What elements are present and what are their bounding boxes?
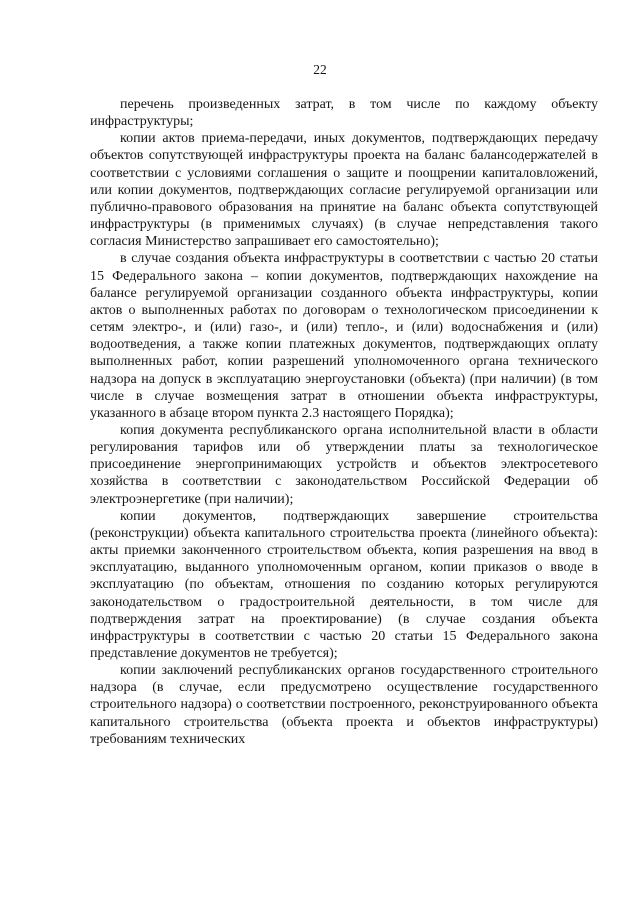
paragraph-construction-completion: копии документов, подтверждающих завершение строительства (реконструкции) объекта капитального строительства проекта (линейного объекта): акты приемки законченного строительством объекта, копия разрешения на ввод в эксплуатацию, выданного уполномоченным органом, копии приказов о вводе в эксплуатацию (по объектам, отношения по созданию которых регулируются законодательством о градостроительной деятельности, в том числе для подтверждения затрат на проектирование) (в случае создания объекта инфраструктуры в соответствии с частью 20 статьи 15 Федерального закона представление документов не требуется); <box>90 508 598 661</box>
paragraph-infrastructure-creation: в случае создания объекта инфраструктуры в соответствии с частью 20 статьи 15 Федерального закона – копии документов, подтверждающих нахождение на балансе регулируемой организации созданного объекта инфраструктуры, копии актов о выполненных работах по договорам о технологическом присоединении к сетям электро-, и (или) газо-, и (или) тепло-, и (или) водоснабжения и (или) водоотведения, а также копии платежных документов, подтверждающих оплату выполненных работ, копии разрешений уполномоченного органа технического надзора на допуск в эксплуатацию энергоустановки (объекта) (при наличии) (в том числе в случае возмещения затрат в отношении объекта инфраструктуры, указанного в абзаце втором пункта 2.3 настоящего Порядка); <box>90 251 598 421</box>
page-number: 22 <box>313 62 327 77</box>
paragraph-supervision-conclusions: копии заключений республиканских органов государственного строительного надзора (в случае, если предусмотрено осуществление государственного строительного надзора) о соответствии построенного, реконструированного объекта капитального строительства (объекта проекта и объектов инфраструктуры) требованиям технических <box>90 663 598 747</box>
paragraph-costs-list: перечень произведенных затрат, в том числе по каждому объекту инфраструктуры; <box>90 97 598 130</box>
paragraph-tariff-document: копия документа республиканского органа исполнительной власти в области регулирования тарифов или об утверждении платы за технологическое присоединение энергопринимающих устройств и объектов электросетевого хозяйства в соответствии с законодательством Российской Федерации об электроэнергетике (при наличии); <box>90 422 598 507</box>
document-body <box>90 96 598 748</box>
paragraph-transfer-acts: копии актов приема-передачи, иных документов, подтверждающих передачу объектов сопутствующей инфраструктуры проекта на баланс балансодержателей в соответствии с условиями соглашения о защите и поощрении капиталовложений, или копии документов, подтверждающих согласие регулируемой организации или публично-правового образования на принятие на баланс объекта сопутствующей инфраструктуры (в применимых случаях) (в случае непредставления такого согласия Министерство запрашивает его самостоятельно); <box>90 131 598 250</box>
